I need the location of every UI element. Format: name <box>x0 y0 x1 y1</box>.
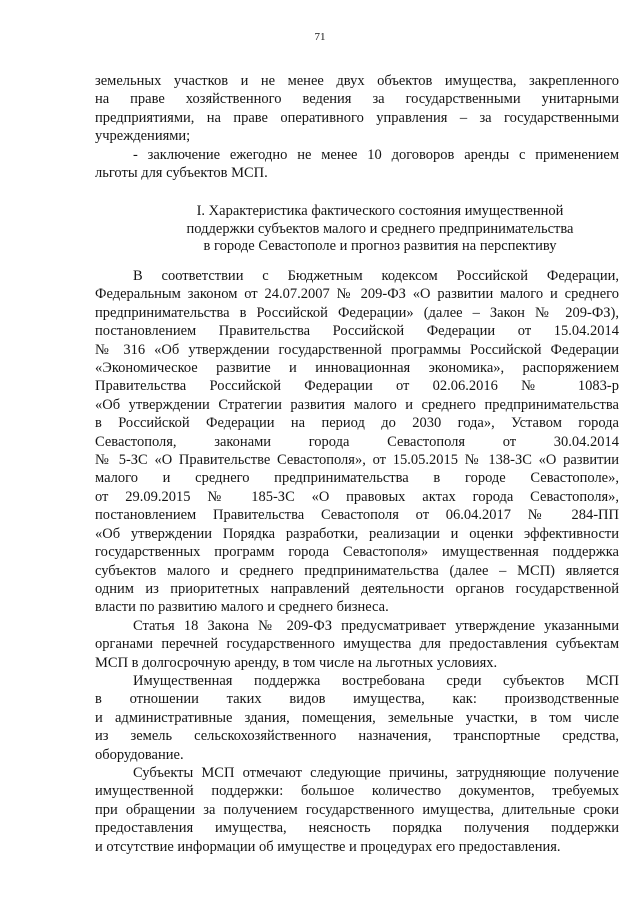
text-line: одним из приоритетных направлений деятельности органов государственной <box>95 580 619 597</box>
text-line: предприятиями, на праве оперативного управления – за государственными <box>95 109 619 126</box>
bullet-paragraph <box>95 146 619 183</box>
text-line: от 29.09.2015 № 185-ЗС «О правовых актах города Севастополя», <box>95 488 619 505</box>
text-line: Федеральным законом от 24.07.2007 № 209-ФЗ «О развитии малого и среднего <box>95 286 619 303</box>
text-line: малого и среднего предпринимательства в городе Севастополе», <box>95 470 619 487</box>
text-line: в Российской Федерации на период до 2030 года», Уставом города <box>95 415 619 432</box>
text-line: при обращении за получением государственного имущества, длительные сроки <box>95 801 619 818</box>
page-number: 71 <box>314 31 326 43</box>
text-line: - заключение ежегодно не менее 10 договоров аренды с применением <box>133 146 619 163</box>
section-heading <box>140 203 620 256</box>
text-line: оборудование. <box>95 746 184 763</box>
text-line: в отношении таких видов имущества, как: производственные <box>95 691 619 708</box>
text-line: и отсутствие информации об имуществе и процедурах его предоставления. <box>95 838 561 855</box>
text-line: и административные здания, помещения, земельные участки, в том числе <box>95 709 619 726</box>
text-line: постановлением Правительства Севастополя от 06.04.2017 № 284-ПП <box>95 507 619 524</box>
text-line: на праве хозяйственного ведения за государственными унитарными <box>95 91 619 108</box>
text-line: государственных программ города Севастополя» имущественная поддержка <box>95 544 619 561</box>
text-line: Субъекты МСП отмечают следующие причины, затрудняющие получение <box>133 764 619 781</box>
text-line: В соответствии с Бюджетным кодексом Российской Федерации, <box>133 268 619 284</box>
text-line: органами перечней государственного имущества для предоставления субъектам <box>95 636 619 653</box>
text-line: Севастополя, законами города Севастополя от 30.04.2014 <box>95 433 619 450</box>
text-line: власти по развитию малого и среднего бизнеса. <box>95 599 389 616</box>
body-paragraph <box>95 617 619 672</box>
text-line: льготы для субъектов МСП. <box>95 165 268 182</box>
text-line: «Об утверждении Порядка разработки, реализации и оценки эффективности <box>95 525 619 542</box>
text-line: земельных участков и не менее двух объектов имущества, закрепленного <box>95 73 619 89</box>
intro-text <box>95 72 619 182</box>
text-line: «Экономическое развитие и инновационная экономика», распоряжением <box>95 360 619 377</box>
heading-line: I. Характеристика фактического состояния имущественной <box>196 203 564 219</box>
text-line: субъектов малого и среднего предпринимательства (далее – МСП) является <box>95 562 619 579</box>
main-text <box>95 267 619 856</box>
text-line: Имущественная поддержка востребована среди субъектов МСП <box>133 672 619 689</box>
body-paragraph <box>95 267 619 617</box>
text-line: № 5-ЗС «О Правительстве Севастополя», от 15.05.2015 № 138-ЗС «О развитии <box>95 452 619 469</box>
body-paragraph <box>95 764 619 856</box>
text-line: МСП в долгосрочную аренду, в том числе на льготных условиях. <box>95 654 498 671</box>
text-line: учреждениями; <box>95 128 191 145</box>
text-line: имущественной поддержки: большое количество документов, требуемых <box>95 783 619 800</box>
text-line: постановлением Правительства Российской Федерации от 15.04.2014 <box>95 323 619 340</box>
text-line: из земель сельскохозяйственного назначения, транспортные средства, <box>95 728 619 745</box>
intro-paragraph <box>95 72 619 146</box>
heading-line: в городе Севастополе и прогноз развития на перспективу <box>203 238 557 255</box>
text-line: Статья 18 Закона № 209-ФЗ предусматривает утверждение указанными <box>133 617 619 634</box>
text-line: № 316 «Об утверждении государственной программы Российской Федерации <box>95 341 619 358</box>
text-line: предпринимательства в Российской Федерации» (далее – Закон № 209-ФЗ), <box>95 304 619 321</box>
text-line: Правительства Российской Федерации от 02.06.2016 № 1083-р <box>95 378 619 395</box>
text-line: предоставления имущества, неясность порядка получения поддержки <box>95 820 619 837</box>
body-paragraph <box>95 672 619 764</box>
heading-line: поддержки субъектов малого и среднего предпринимательства <box>186 220 574 237</box>
text-line: «Об утверждении Стратегии развития малого и среднего предпринимательства <box>95 396 619 413</box>
